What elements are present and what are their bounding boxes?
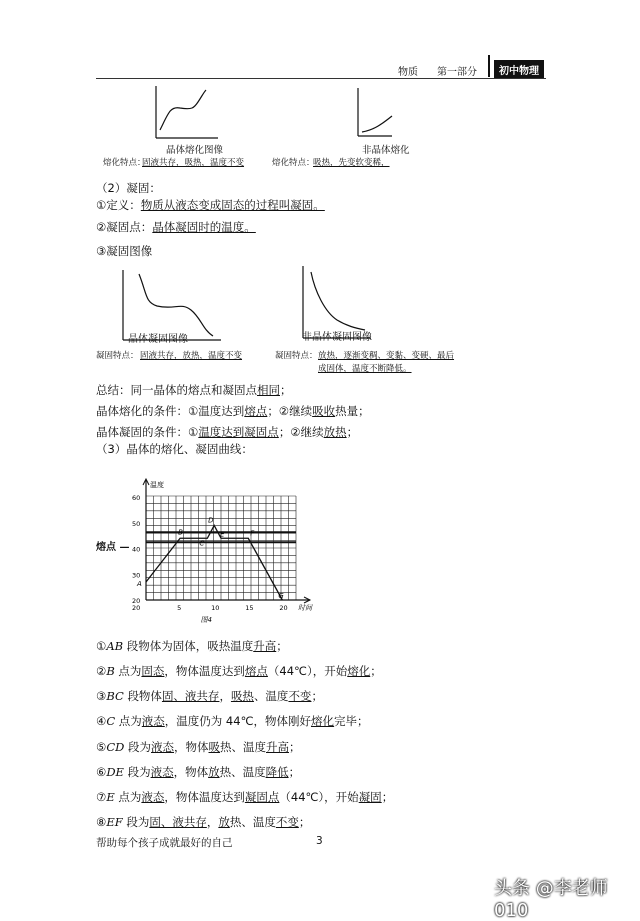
crystal-melt-graph: [150, 84, 220, 142]
item-text: 点为: [118, 790, 142, 804]
summary-text: ；②继续: [278, 425, 324, 439]
item-number: ⑤: [96, 740, 107, 754]
melt-solid-curve-chart: [128, 478, 328, 628]
summary-line-3: [96, 424, 358, 440]
summary-underlined: 熔点: [244, 404, 268, 418]
summary-text: ；②继续: [267, 404, 313, 418]
summary-underlined: 吸收: [312, 404, 336, 418]
item-underlined: 液态: [141, 790, 165, 804]
item-underlined: 不变: [275, 815, 299, 829]
item-underlined: 固、液共存: [149, 815, 207, 829]
item-underlined: 液态: [150, 765, 174, 779]
item-text: ；: [370, 664, 382, 678]
item-underlined: 固、液共存: [161, 689, 220, 703]
summary-text: 热量；: [335, 404, 370, 418]
noncrystal-melt-caption: 非晶体熔化: [362, 145, 410, 156]
noncrystal-solid-feature-value-2: 成固体，温度不断降低。: [318, 364, 412, 374]
item-text: ，: [219, 689, 231, 703]
footer-slogan: 帮助每个孩子成就最好的自己: [96, 837, 233, 849]
solid-def-prefix: ①定义：: [96, 198, 141, 212]
list-item: [96, 713, 368, 729]
segment-label: C: [106, 714, 119, 728]
summary-text: ；: [346, 425, 359, 439]
list-item: [96, 638, 288, 654]
summary-line-2: [96, 403, 370, 419]
crystal-solid-feature-value: 固液共存，放热，温度不变: [140, 351, 243, 361]
item-underlined: 凝固点: [244, 790, 280, 804]
item-underlined: 放: [218, 815, 230, 829]
item-underlined: 液态: [141, 714, 165, 728]
item-underlined: 放: [208, 765, 220, 779]
solid-point: [96, 219, 256, 235]
noncrystal-solid-feature-label: 凝固特点：: [275, 351, 318, 361]
y-tick-label: 50: [132, 519, 141, 528]
item-number: ⑧: [96, 815, 107, 829]
item-number: ④: [96, 714, 107, 728]
list-item: [96, 764, 300, 780]
item-text: 段为: [128, 740, 151, 754]
list-item: [96, 789, 393, 805]
item-text: （44℃），开始: [267, 664, 348, 678]
watermark: 头条 @李老师010: [494, 878, 608, 921]
crystal-solid-caption: 晶体凝固图像: [128, 334, 188, 345]
noncrystal-solid-feature-value-1: 放热，逐渐变稠、变黏、变硬、最后: [318, 351, 455, 361]
x-tick-label: 5: [177, 604, 182, 612]
item-underlined: 升高: [253, 639, 277, 653]
x-tick-label: 10: [211, 604, 220, 612]
x-tick-label: 15: [245, 604, 254, 612]
item-underlined: 熔点: [244, 664, 268, 678]
segment-label: BC: [106, 689, 128, 703]
item-text: 点为: [118, 664, 142, 678]
item-underlined: 熔化: [310, 714, 334, 728]
point-label: C: [199, 539, 205, 548]
x-tick-label: 20: [132, 604, 141, 612]
item-number: ①: [96, 639, 107, 653]
summary-text: 总结：同一晶体的熔点和凝固点: [96, 383, 257, 397]
item-text: 热、温度: [229, 815, 276, 829]
item-text: ，温度仍为 44℃，物体刚好: [164, 714, 311, 728]
y-tick-label: 20: [132, 597, 141, 605]
item-text: 段物体: [127, 689, 162, 703]
point-label: A: [137, 580, 142, 588]
item-number: ③: [96, 689, 107, 703]
list-item: [96, 739, 301, 755]
page-number: 3: [316, 835, 323, 847]
chart-caption: 图4: [200, 616, 213, 624]
solid-graph-heading: ③凝固图像: [96, 244, 153, 258]
item-text: ，: [206, 815, 219, 829]
summary-line-1: [96, 382, 292, 398]
item-underlined: 不变: [288, 689, 312, 703]
item-text: 点为: [118, 714, 142, 728]
summary-line-4: （3）晶体的熔化、凝固曲线：: [96, 442, 253, 456]
item-text: （44℃），开始: [279, 790, 359, 804]
segment-label: B: [106, 664, 119, 678]
header-part: 第一部分: [437, 67, 477, 78]
solid-heading: （2）凝固：: [96, 181, 161, 195]
item-text: ，物体: [174, 740, 209, 754]
item-number: ②: [96, 664, 107, 678]
item-text: 段为: [127, 765, 151, 779]
header-badge: 初中物理: [494, 60, 544, 79]
item-underlined: 固态: [141, 664, 165, 678]
item-text: 、温度: [253, 689, 289, 703]
item-text: ；: [381, 790, 394, 804]
item-text: ，物体温度达到: [164, 790, 245, 804]
melting-point-text: 熔点: [96, 542, 116, 553]
item-underlined: 凝固: [358, 790, 382, 804]
item-text: 完毕；: [333, 714, 369, 728]
crystal-solid-feature-label: 凝固特点：: [96, 351, 139, 361]
noncrystal-melt-feature-label: 熔化特点：: [272, 158, 315, 168]
header-divider: [488, 55, 490, 77]
summary-text: 晶体凝固的条件：①: [96, 425, 199, 439]
item-text: ；: [289, 740, 301, 754]
item-text: ；: [311, 689, 323, 703]
list-item: [96, 663, 382, 679]
point-label: G: [278, 592, 284, 600]
item-number: ⑦: [96, 790, 107, 804]
summary-underlined: 相同: [257, 383, 280, 397]
header-matter: 物质: [398, 67, 418, 78]
item-underlined: 升高: [266, 740, 289, 754]
summary-underlined: 放热: [323, 425, 347, 439]
crystal-melt-feature-label: 熔化特点：: [103, 158, 146, 168]
segment-label: E: [106, 790, 119, 804]
header-rule: [96, 78, 546, 79]
solid-point-text: 晶体凝固时的温度。: [152, 220, 256, 234]
item-underlined: 降低: [265, 765, 289, 779]
melting-point-side-label: 熔点 —: [96, 542, 130, 553]
solid-def-text: 物质从液态变成固态的过程叫凝固。: [140, 198, 325, 212]
item-text: 热、温度: [220, 740, 266, 754]
item-underlined: 液态: [151, 740, 174, 754]
segment-label: DE: [106, 765, 128, 779]
point-label: E: [220, 530, 225, 539]
item-text: ；: [276, 639, 288, 653]
segment-label: EF: [106, 815, 127, 829]
summary-underlined: 温度达到凝固点: [198, 425, 279, 439]
item-text: 段物体为固体，吸热温度: [126, 639, 254, 653]
crystal-melt-caption: 晶体熔化图像: [166, 145, 224, 156]
item-number: ⑥: [96, 765, 107, 779]
item-underlined: 吸热: [230, 689, 254, 703]
list-item: [96, 814, 310, 830]
item-text: ，物体温度达到: [164, 664, 245, 678]
item-text: 热、温度: [219, 765, 266, 779]
crystal-melt-feature-value: 固液共存，吸热，温度不变: [142, 158, 245, 168]
segment-label: AB: [106, 639, 127, 653]
item-text: 段为: [126, 815, 150, 829]
y-tick-label: 40: [132, 545, 141, 554]
x-tick-label: 20: [279, 604, 288, 612]
solid-point-prefix: ②凝固点：: [96, 220, 153, 234]
summary-text: 晶体熔化的条件：①温度达到: [96, 404, 245, 418]
noncrystal-melt-feature-value: 吸热，先变软变稀，: [313, 158, 390, 168]
x-axis-label: 时间: [298, 604, 312, 612]
item-text: ；: [288, 765, 301, 779]
item-underlined: 熔化: [347, 664, 371, 678]
point-label: D: [208, 516, 214, 525]
item-text: ；: [298, 815, 311, 829]
solid-definition: [96, 197, 325, 213]
point-label: B: [178, 528, 183, 537]
noncrystal-solid-caption: 非晶体凝固图像: [302, 332, 372, 343]
y-tick-label: 30: [132, 571, 141, 580]
segment-label: CD: [106, 740, 128, 754]
item-underlined: 吸: [208, 740, 220, 754]
item-text: ，物体: [173, 765, 209, 779]
point-label: F: [250, 529, 255, 538]
y-axis-label: 温度: [150, 481, 164, 489]
list-item: [96, 688, 323, 704]
y-tick-label: 60: [132, 494, 141, 503]
noncrystal-melt-graph: [352, 86, 394, 140]
summary-text: ；: [280, 383, 292, 397]
